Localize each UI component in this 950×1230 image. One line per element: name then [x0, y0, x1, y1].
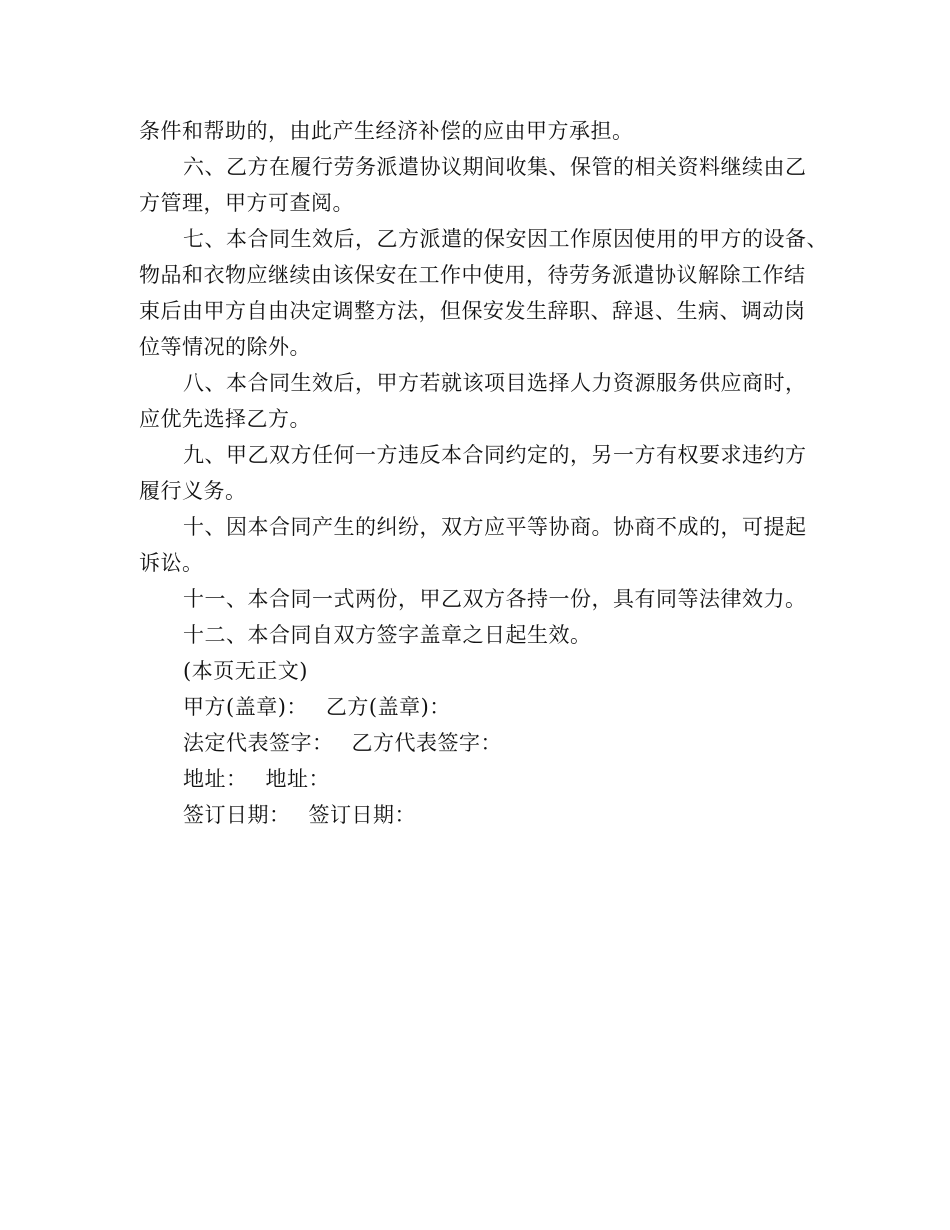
legal-rep-sign-label: 法定代表签字： [183, 731, 334, 755]
paragraph-line: 应优先选择乙方。 [139, 407, 311, 431]
address-b-label: 地址： [265, 767, 330, 791]
clause-12: 十二、本合同自双方签字盖章之日起生效。 [183, 623, 592, 647]
paragraph-line: 履行义务。 [139, 479, 247, 503]
paragraph-line: 方管理，甲方可查阅。 [139, 191, 354, 215]
party-b-seal-label: 乙方(盖章)： [325, 695, 451, 719]
no-text-note: (本页无正文) [183, 659, 308, 683]
clause-9: 九、甲乙双方任何一方违反本合同约定的，另一方有权要求违约方 [183, 443, 807, 467]
seal-row [139, 689, 819, 725]
address-a-label: 地址： [183, 767, 248, 791]
party-a-seal-label: 甲方(盖章)： [183, 695, 308, 719]
paragraph-line: 诉讼。 [139, 551, 204, 575]
signature-row [139, 725, 819, 761]
date-b-label: 签订日期： [308, 803, 416, 827]
paragraph-line: 物品和衣物应继续由该保安在工作中使用，待劳务派遣协议解除工作结 [139, 263, 806, 287]
clause-10: 十、因本合同产生的纠纷，双方应平等协商。协商不成的，可提起 [183, 515, 807, 539]
contract-body [139, 113, 828, 833]
date-row [139, 797, 819, 833]
party-b-rep-sign-label: 乙方代表签字： [351, 731, 502, 755]
clause-7: 七、本合同生效后，乙方派遣的保安因工作原因使用的甲方的设备、 [183, 227, 828, 251]
paragraph-line: 束后由甲方自由决定调整方法，但保安发生辞职、辞退、生病、调动岗 [139, 299, 806, 323]
date-a-label: 签订日期： [183, 803, 291, 827]
clause-6: 六、乙方在履行劳务派遣协议期间收集、保管的相关资料继续由乙 [183, 155, 807, 179]
paragraph-line: 条件和帮助的，由此产生经济补偿的应由甲方承担。 [139, 119, 634, 143]
address-row [139, 761, 819, 797]
paragraph-line: 位等情况的除外。 [139, 335, 311, 359]
clause-8: 八、本合同生效后，甲方若就该项目选择人力资源服务供应商时， [183, 371, 807, 395]
clause-11: 十一、本合同一式两份，甲乙双方各持一份，具有同等法律效力。 [183, 587, 807, 611]
